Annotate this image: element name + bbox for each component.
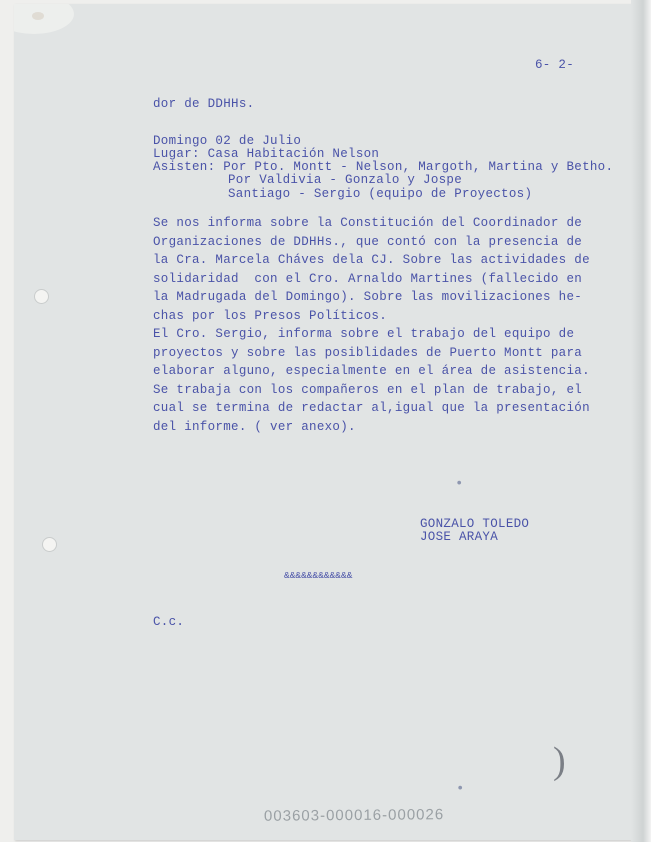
paper-edge <box>631 0 651 842</box>
document-page <box>14 4 632 840</box>
punch-hole <box>34 289 49 304</box>
paper-stain <box>14 4 74 34</box>
intro-line: dor de DDHHs. <box>153 97 255 111</box>
page-number: 6- 2- <box>535 58 575 72</box>
meeting-attendees: Asisten: Por Pto. Montt - Nelson, Margoth, Martina y Betho. <box>153 160 614 174</box>
separator-line: &&&&&&&&&&&& <box>284 570 353 581</box>
body-paragraph <box>153 214 590 436</box>
body-line: del informe. ( ver anexo). <box>153 419 356 434</box>
meeting-attendees: Santiago - Sergio (equipo de Proyectos) <box>228 187 533 201</box>
signature-name: GONZALO TOLEDO <box>420 517 530 531</box>
body-line: Se trabaja con los compañeros en el plan de trabajo, el <box>153 382 583 397</box>
archive-code: 003603-000016-000026 <box>263 806 445 825</box>
cc-label: C.c. <box>153 615 185 629</box>
body-line: Organizaciones de DDHHs., que contó con la presencia de <box>153 234 583 249</box>
body-line: la Madrugada del Domingo). Sobre las movilizaciones he- <box>153 290 583 304</box>
punch-hole <box>42 537 57 552</box>
meeting-place: Lugar: Casa Habitación Nelson <box>153 147 380 161</box>
body-line: solidaridad con el Cro. Arnaldo Martines (fallecido en <box>153 271 583 286</box>
signature-name: JOSE ARAYA <box>420 530 499 544</box>
body-line: Se nos informa sobre la Constitución del Coordinador de <box>153 216 583 230</box>
ink-speck: • <box>455 476 464 492</box>
body-line: chas por los Presos Políticos. <box>153 308 388 323</box>
body-line: El Cro. Sergio, informa sobre el trabajo del equipo de <box>153 327 575 341</box>
meeting-date: Domingo 02 de Julio <box>153 134 302 148</box>
ink-speck: • <box>456 781 465 797</box>
body-line: proyectos y sobre las posiblidades de Puerto Montt para <box>153 345 583 360</box>
meeting-attendees: Por Valdivia - Gonzalo y Jospe <box>228 173 463 187</box>
body-line: la Cra. Marcela Cháves dela CJ. Sobre las actividades de <box>153 253 590 267</box>
body-line: cual se termina de redactar al,igual que la presentación <box>153 401 590 415</box>
margin-bracket: ) <box>553 740 566 782</box>
body-line: elaborar alguno, especialmente en el área de asistencia. <box>153 364 590 378</box>
